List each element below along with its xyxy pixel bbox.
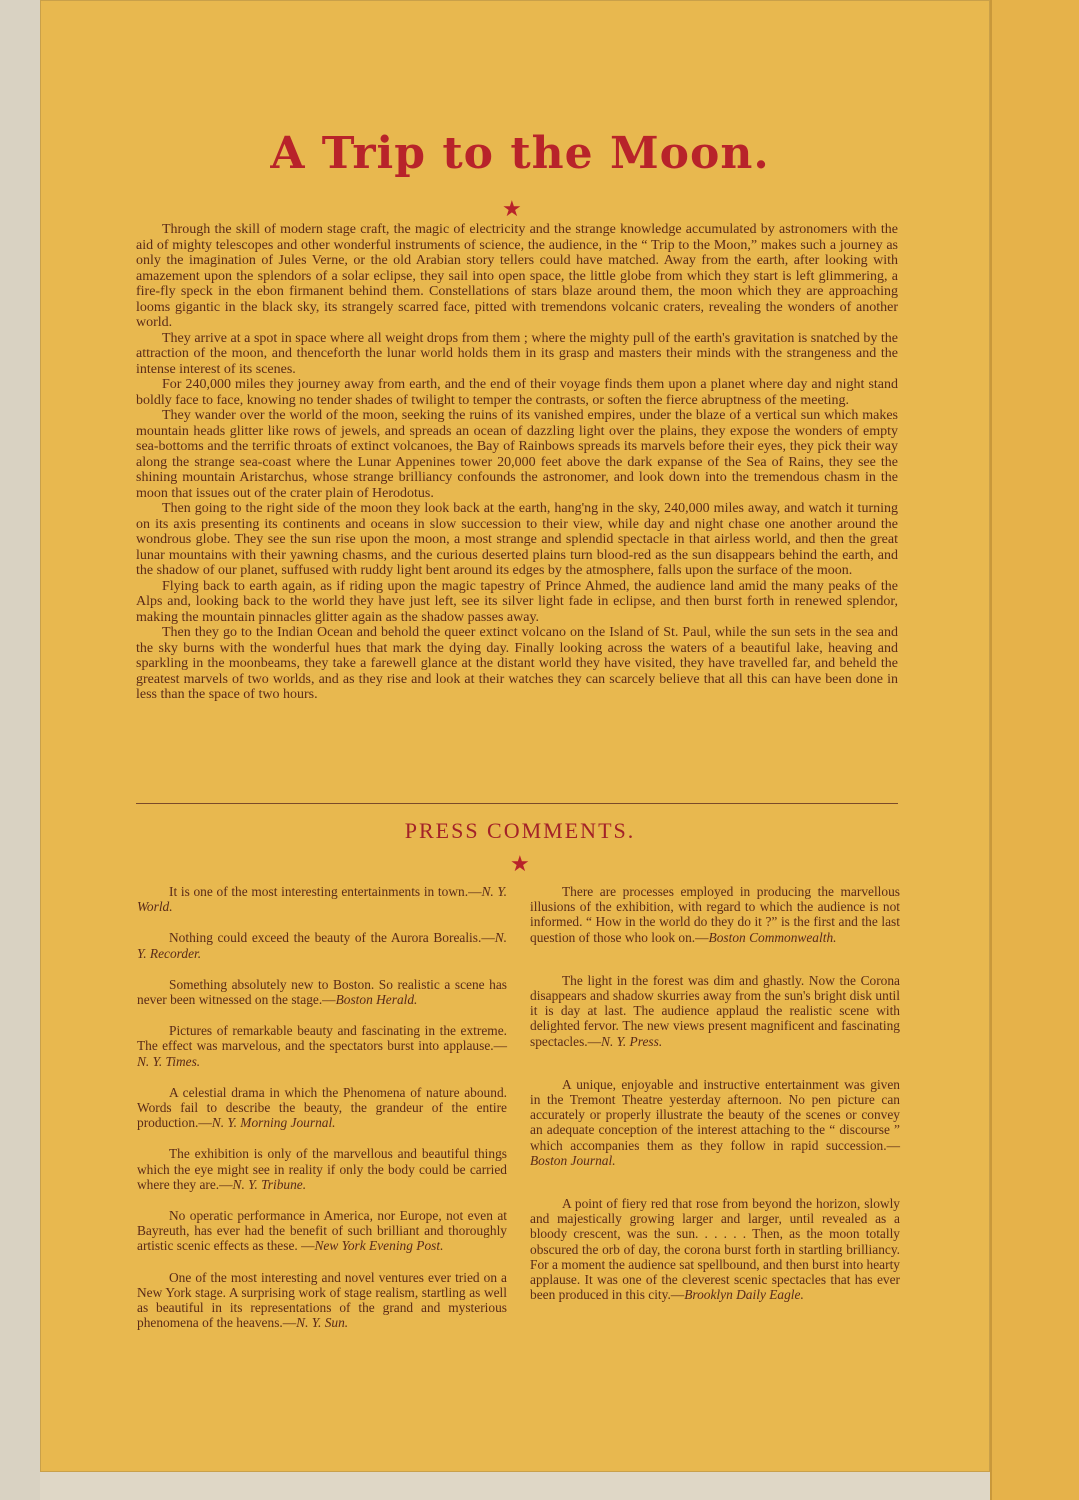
page-title: A Trip to the Moon.: [270, 128, 770, 179]
quote-source: N. Y. World.: [137, 884, 507, 915]
article-body: [136, 222, 898, 703]
quote-source: Boston Commonwealth.: [708, 929, 837, 945]
press-quote: The exhibition is only of the marvellous and beautiful things which the eye might see in reality if only the body could be carried where they are.—N. Y. Tribune.: [137, 1146, 507, 1192]
article-paragraph: For 240,000 miles they journey away from earth, and the end of their voyage finds them upon a planet where day and night stand boldly face to face, knowing no tender shades of twilight to temper the contrasts, or soften the fierce abruptness of the meeting.: [136, 377, 898, 408]
article-paragraph: Then going to the right side of the moon they look back at the earth, hang'ng in the sky, 240,000 miles away, and watch it turning on its axis presenting its continents and oceans in slow succession to their view, while day and night chase one another around the wondrous globe. They see the sun rise upon the moon, a most strange and splendid spectacle in that airless world, and then the great lunar mountains with their yawning chasms, and the curious deserted plains turn blood-red as the sun disappears behind the earth, and the shadow of our planet, suffused with ruddy light bent around its edges by the atmosphere, falls upon the surface of the moon.: [136, 501, 898, 578]
press-quote: There are processes employed in producing the marvellous illusions of the exhibition, with regard to which the audience is not informed. “ How in the world do they do it ?” is the first and the last question of those who look on.—Boston Commonwealth.: [530, 884, 900, 945]
press-quote: Pictures of remarkable beauty and fascinating in the extreme. The effect was marvelous, and the spectators burst into applause.—N. Y. Times.: [137, 1023, 507, 1069]
quote-source: N. Y. Sun.: [296, 1315, 349, 1331]
quote-source: N. Y. Times.: [137, 1053, 201, 1069]
background-strip: [40, 1472, 990, 1500]
quote-source: N. Y. Recorder.: [137, 930, 507, 961]
star-ornament: ★: [502, 196, 522, 221]
press-quote: A celestial drama in which the Phenomena of nature abound. Words fail to describe the beauty, the grandeur of the entire production.—N. Y. Morning Journal.: [137, 1084, 507, 1131]
press-quote: It is one of the most interesting entertainments in town.—N. Y. World.: [137, 884, 507, 915]
quote-source: Brooklyn Daily Eagle.: [684, 1287, 804, 1303]
press-quote: Nothing could exceed the beauty of the Aurora Borealis.—N. Y. Recorder.: [137, 930, 507, 961]
press-quote: A unique, enjoyable and instructive entertainment was given in the Tremont Theatre yesterday afternoon. No pen picture can accurately or properly illustrate the beauty of the scenes or convey an adequate conception of the interest attaching to the “ discourse ” which accompanies them as they follow in rapid succession.—Boston Journal.: [530, 1076, 900, 1168]
article-paragraph: They arrive at a spot in space where all weight drops from them ; where the mighty pull of the earth's gravitation is snatched by the attraction of the moon, and thenceforth the lunar world holds them in its grasp and masters their minds with the strangeness and the intense interest of its scenes.: [136, 330, 898, 377]
quote-source: Boston Journal.: [530, 1152, 616, 1168]
quote-source: Boston Herald.: [335, 992, 418, 1008]
article-paragraph: Through the skill of modern stage craft, the magic of electricity and the strange knowledge accumulated by astronomers with the aid of mighty telescopes and other wonderful instruments of science, the audience, in the “ Trip to the Moon,” makes such a journey as only the imagination of Jules Verne, or the old Arabian story tellers could have matched. Away from the earth, after looking with amazement upon the splendors of a solar eclipse, they sail into open space, the little globe from which they start is left glimmering, a fire-fly speck in the ebon firmanent behind them. Constellations of stars blaze around them, the moon which they are approaching looms gigantic in the black sky, its strangely scarred face, pitted with tremendons volcanic craters, revealing the wonders of another world.: [136, 222, 898, 330]
press-column-right: [530, 884, 900, 1302]
section-divider: [136, 803, 898, 804]
press-column-left: [137, 884, 507, 1330]
quote-source: N. Y. Press.: [601, 1033, 663, 1049]
article-paragraph: Then they go to the Indian Ocean and behold the queer extinct volcano on the Island of St. Paul, while the sun sets in the sea and the sky burns with the wonderful hues that mark the dying day. Finally looking across the waters of a beautiful lake, heaving and sparkling in the moonbeams, they take a farewell glance at the distant world they have visited, they have travelled far, and beheld the greatest marvels of two worlds, and as they rise and look at their watches they can scarcely believe that all this can have been done in less than the space of two hours.: [136, 625, 898, 702]
press-quote: One of the most interesting and novel ventures ever tried on a New York stage. A surprising work of stage realism, startling as well as beautiful in its representations of the grand and mysterious phenomena of the heavens.—N. Y. Sun.: [137, 1269, 507, 1331]
press-quote: The light in the forest was dim and ghastly. Now the Corona disappears and shadow skurries away from the sun's bright disk until it is day at last. The audience applaud the realistic scene with delighted fervor. The new views present magnificent and fascinating spectacles.—N. Y. Press.: [530, 972, 900, 1049]
star-ornament: ★: [510, 851, 530, 876]
article-paragraph: Flying back to earth again, as if riding upon the magic tapestry of Prince Ahmed, the audience land amid the many peaks of the Alps and, looking back to the world they have just left, see its silver light fade in eclipse, and then burst forth in renewed splendor, making the mountain pinnacles glitter again as the shadow passes away.: [136, 578, 898, 625]
press-quote: No operatic performance in America, nor Europe, not even at Bayreuth, has ever had the benefit of such brilliant and thoroughly artistic scenic effects as these. —New York Evening Post.: [137, 1208, 507, 1254]
article-paragraph: They wander over the world of the moon, seeking the ruins of its vanished empires, under the blaze of a vertical sun which makes mountain heads glitter like rows of jewels, and spreads an ocean of dazzling light over the plains, they expose the wonders of empty sea-bottoms and the terrific throats of extinct volcanoes, the Bay of Rainbows spreads its marvels before their eyes, they pick their way along the strange sea-coast where the Lunar Appenines tower 20,000 feet above the dark expanse of the Sea of Rains, they see the shining mountain Aristarchus, whose strange brilliancy confounds the astronomer, and look down into the tremendous chasm in the moon that issues out of the crater plain of Herodotus.: [136, 408, 898, 501]
press-quote: A point of fiery red that rose from beyond the horizon, slowly and majestically growing larger and larger, until revealed as a bloody crescent, was the sun. . . . . . Then, as the moon totally obscured the orb of day, the corona burst forth in startling brilliancy. For a moment the audience sat spellbound, and then burst into hearty applause. It was one of the cleverest scenic spectacles that has ever been produced in this city.—Brooklyn Daily Eagle.: [530, 1196, 900, 1303]
quote-source: New York Evening Post.: [314, 1238, 444, 1254]
quote-source: N. Y. Tribune.: [232, 1176, 307, 1192]
adjacent-page-edge: [990, 0, 1079, 1500]
quote-source: N. Y. Morning Journal.: [211, 1115, 336, 1131]
press-quote: Something absolutely new to Boston. So realistic a scene has never been witnessed on the stage.—Boston Herald.: [137, 976, 507, 1008]
press-comments-heading: PRESS COMMENTS.: [404, 818, 636, 843]
